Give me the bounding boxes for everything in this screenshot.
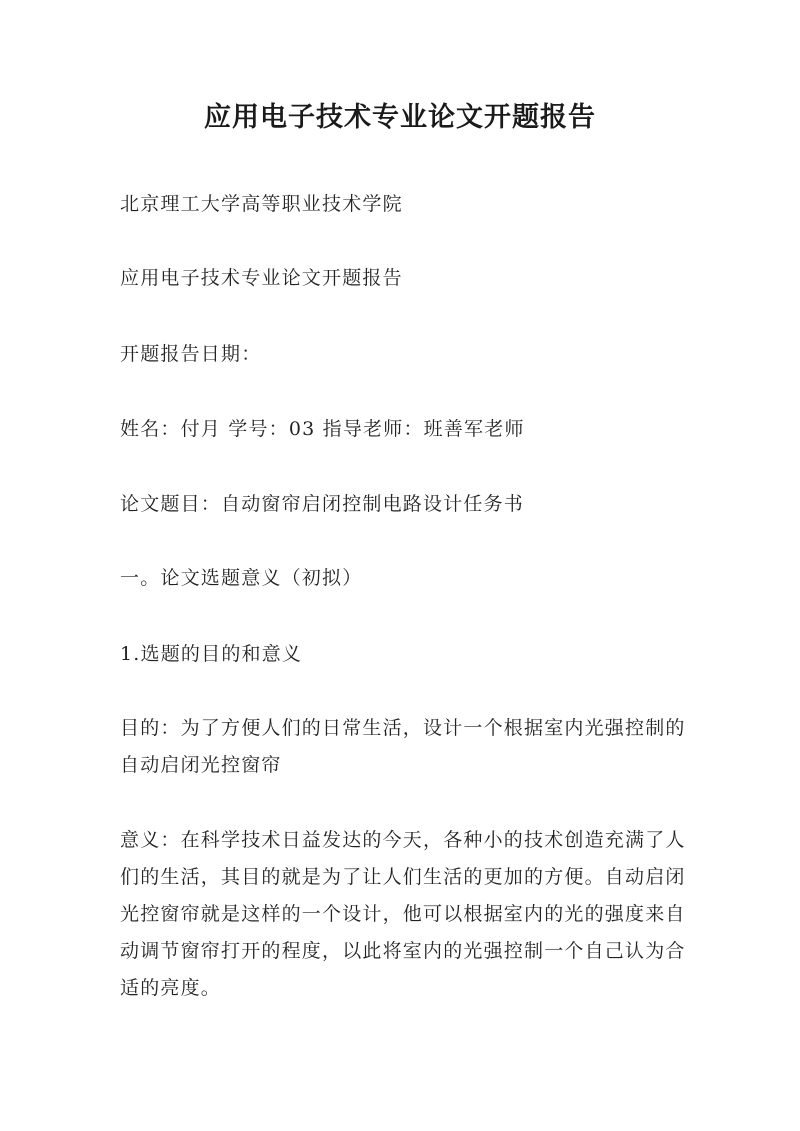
paragraph-purpose: 目的：为了方便人们的日常生活，设计一个根据室内光强控制的自动启闭光控窗帘 (120, 717, 686, 776)
section-heading-significance: 一。论文选题意义（初拟） (120, 567, 363, 589)
subsection-heading-purpose: 1.选题的目的和意义 (120, 643, 303, 665)
paragraph-report-date: 开题报告日期： (120, 343, 262, 365)
document-title: 应用电子技术专业论文开题报告 (204, 102, 596, 133)
paragraph-school: 北京理工大学高等职业技术学院 (120, 193, 403, 215)
paragraph-thesis-topic: 论文题目：自动窗帘启闭控制电路设计任务书 (120, 493, 525, 515)
paragraph-report-name: 应用电子技术专业论文开题报告 (120, 267, 403, 289)
paragraph-significance: 意义：在科学技术日益发达的今天，各种小的技术创造充满了人们的生活，其目的就是为了让人们生活的更加的方便。自动启闭光控窗帘就是这样的一个设计，他可以根据室内的光的强度来自动调节窗帘打开的程度，以此将室内的光强控制一个自己认为合适的亮度。 (120, 829, 686, 999)
paragraph-student-info: 姓名：付月 学号：03 指导老师：班善军老师 (120, 418, 525, 440)
